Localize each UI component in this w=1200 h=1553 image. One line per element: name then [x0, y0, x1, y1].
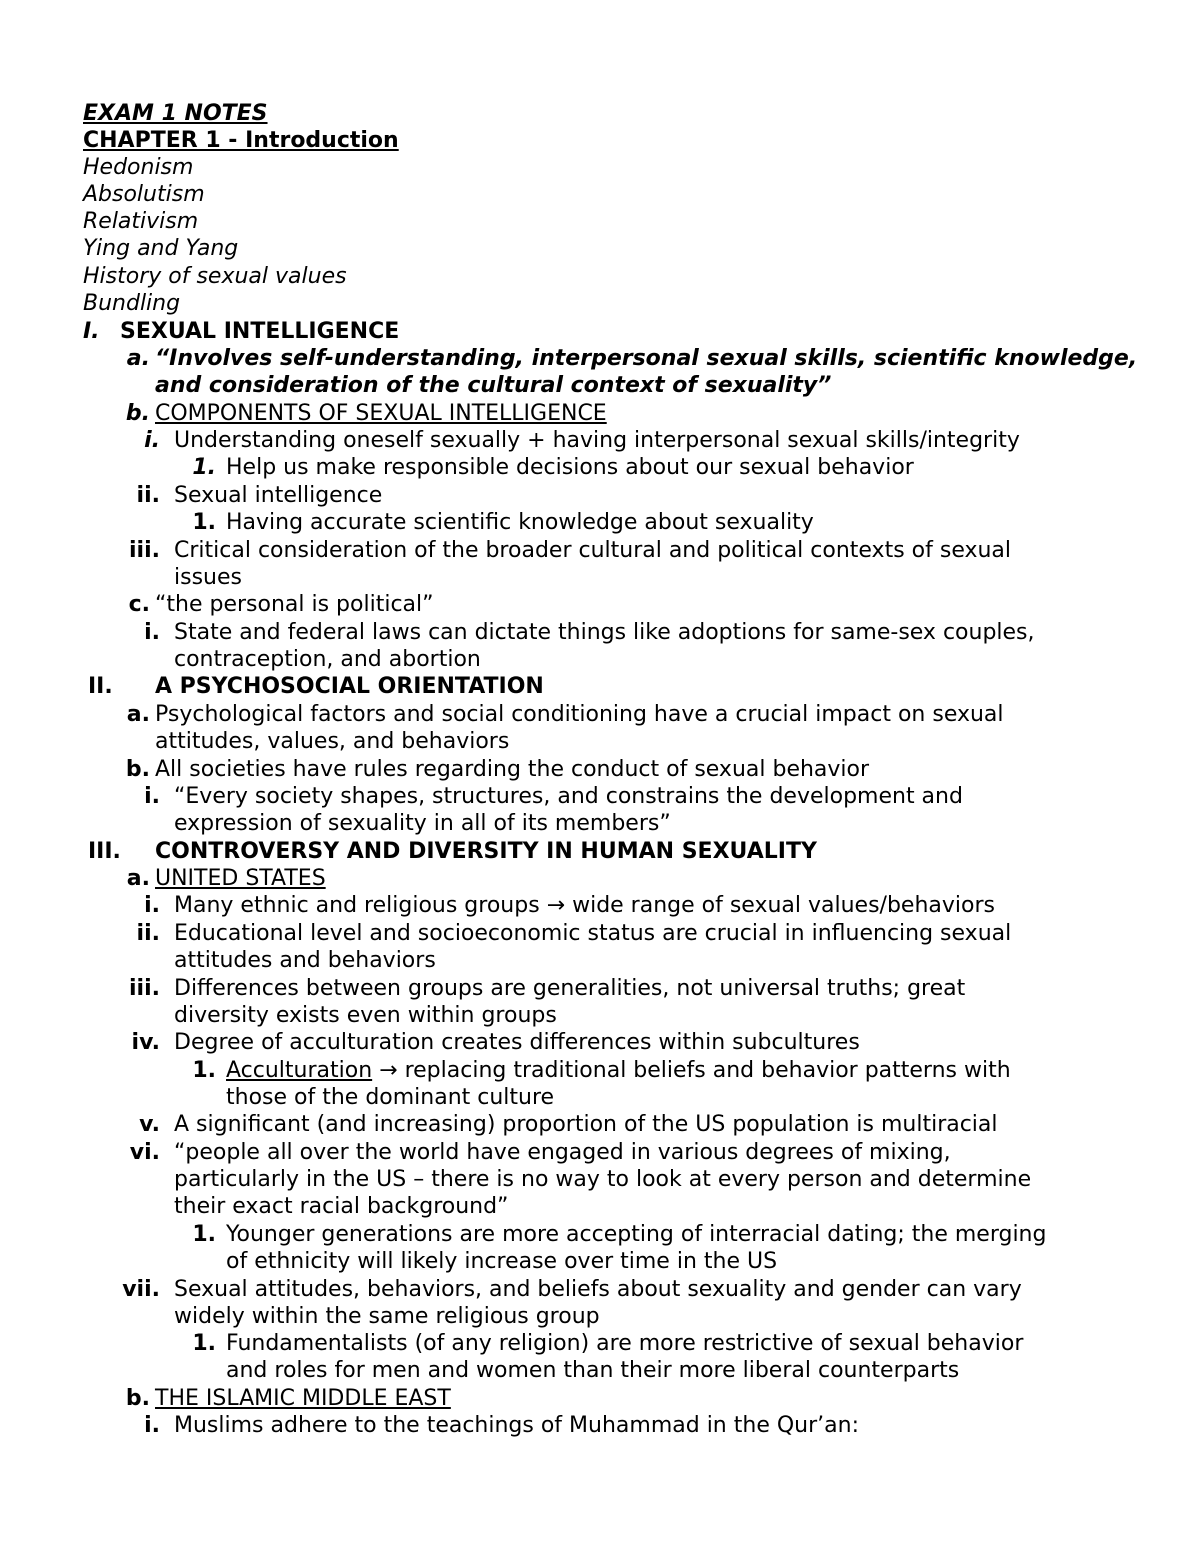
outline-label: i. [144, 893, 160, 918]
outline-label: 1. [192, 1222, 216, 1247]
outline-label: 1. [192, 1058, 216, 1083]
term-item: Ying and Yang [83, 236, 239, 261]
outline-text: Degree of acculturation creates differences within subcultures [174, 1030, 860, 1055]
term-item: Absolutism [83, 182, 205, 207]
outline-text: Muslims adhere to the teachings of Muhammad in the Qur’an: [174, 1413, 859, 1438]
outline-label: b. [125, 757, 150, 782]
doc-title: EXAM 1 NOTES [83, 101, 268, 126]
section-heading: SEXUAL INTELLIGENCE [120, 319, 400, 344]
outline-text: “Involves self-understanding, interpersonal sexual skills, scientific knowledge, [155, 346, 1138, 371]
outline-text: Younger generations are more accepting of interracial dating; the merging [226, 1222, 1047, 1247]
outline-label: vi. [129, 1140, 160, 1165]
section-heading: CONTROVERSY AND DIVERSITY IN HUMAN SEXUALITY [155, 839, 817, 864]
outline-text: Psychological factors and social conditioning have a crucial impact on sexual [155, 702, 1004, 727]
outline-text-continued: expression of sexuality in all of its members” [174, 811, 671, 836]
outline-text-continued: and consideration of the cultural context of sexuality” [155, 373, 832, 398]
outline-text-continued: particularly in the US – there is no way to look at every person and determine [174, 1167, 1032, 1192]
outline-text: COMPONENTS OF SEXUAL INTELLIGENCE [155, 401, 607, 426]
outline-text: Educational level and socioeconomic status are crucial in influencing sexual [174, 921, 1012, 946]
outline-label: iii. [129, 976, 160, 1001]
outline-text: Having accurate scientific knowledge about sexuality [226, 510, 814, 535]
outline-text-continued: and roles for men and women than their more liberal counterparts [226, 1358, 960, 1383]
outline-text: “Every society shapes, structures, and constrains the development and [174, 784, 963, 809]
acculturation-term: Acculturation [226, 1058, 373, 1083]
outline-label: I. [83, 319, 100, 344]
outline-text: A significant (and increasing) proportion of the US population is multiracial [174, 1112, 998, 1137]
acculturation-definition: → replacing traditional beliefs and behavior patterns with [372, 1058, 1011, 1083]
outline-label: vii. [122, 1277, 160, 1302]
outline-label: iii. [129, 538, 160, 563]
chapter-heading: CHAPTER 1 - Introduction [83, 128, 399, 153]
outline-text: Fundamentalists (of any religion) are more restrictive of sexual behavior [226, 1331, 1024, 1356]
outline-label: b. [125, 1386, 150, 1411]
outline-label: 1. [192, 510, 216, 535]
outline-text: UNITED STATES [155, 866, 326, 891]
outline-label: a. [126, 866, 150, 891]
outline-text: Help us make responsible decisions about our sexual behavior [226, 455, 914, 480]
outline-label: iv. [131, 1030, 160, 1055]
outline-text-continued: attitudes, values, and behaviors [155, 729, 510, 754]
outline-label: a. [126, 346, 150, 371]
outline-text: “the personal is political” [155, 592, 434, 617]
outline-label: i. [144, 784, 160, 809]
outline-text: Understanding oneself sexually + having interpersonal sexual skills/integrity [174, 428, 1020, 453]
outline-label: ii. [136, 483, 160, 508]
outline-text: Differences between groups are generalities, not universal truths; great [174, 976, 966, 1001]
outline-text-continued: contraception, and abortion [174, 647, 481, 672]
outline-label: b. [125, 401, 150, 426]
section-heading: A PSYCHOSOCIAL ORIENTATION [155, 674, 544, 699]
term-item: Hedonism [83, 155, 194, 180]
outline-label: i. [144, 1413, 160, 1438]
outline-text: Many ethnic and religious groups → wide range of sexual values/behaviors [174, 893, 995, 918]
outline-text-continued: diversity exists even within groups [174, 1003, 557, 1028]
outline-text-continued: issues [174, 565, 242, 590]
outline-text: State and federal laws can dictate things like adoptions for same-sex couples, [174, 620, 1035, 645]
term-item: Relativism [83, 209, 199, 234]
outline-text: “people all over the world have engaged in various degrees of mixing, [174, 1140, 951, 1165]
outline-label: ii. [136, 921, 160, 946]
outline-label: c. [128, 592, 150, 617]
outline-label: 1. [192, 455, 216, 480]
outline-label: i. [144, 620, 160, 645]
outline-text-continued: attitudes and behaviors [174, 948, 436, 973]
outline-text-continued: their exact racial background” [174, 1194, 509, 1219]
outline-text: All societies have rules regarding the conduct of sexual behavior [155, 757, 870, 782]
term-item: History of sexual values [83, 264, 347, 289]
outline-label: II. [88, 674, 113, 699]
outline-text-continued: those of the dominant culture [226, 1085, 555, 1110]
term-item: Bundling [83, 291, 181, 316]
outline-label: i. [144, 428, 160, 453]
outline-label: v. [139, 1112, 160, 1137]
outline-label: III. [88, 839, 121, 864]
outline-text-continued: widely within the same religious group [174, 1304, 600, 1329]
outline-text-continued: of ethnicity will likely increase over time in the US [226, 1249, 778, 1274]
outline-text: Sexual attitudes, behaviors, and beliefs about sexuality and gender can vary [174, 1277, 1022, 1302]
outline-text: Critical consideration of the broader cultural and political contexts of sexual [174, 538, 1012, 563]
outline-label: 1. [192, 1331, 216, 1356]
outline-text: Sexual intelligence [174, 483, 383, 508]
outline-label: a. [126, 702, 150, 727]
outline-text: THE ISLAMIC MIDDLE EAST [155, 1386, 451, 1411]
outline-text [226, 1057, 1011, 1084]
